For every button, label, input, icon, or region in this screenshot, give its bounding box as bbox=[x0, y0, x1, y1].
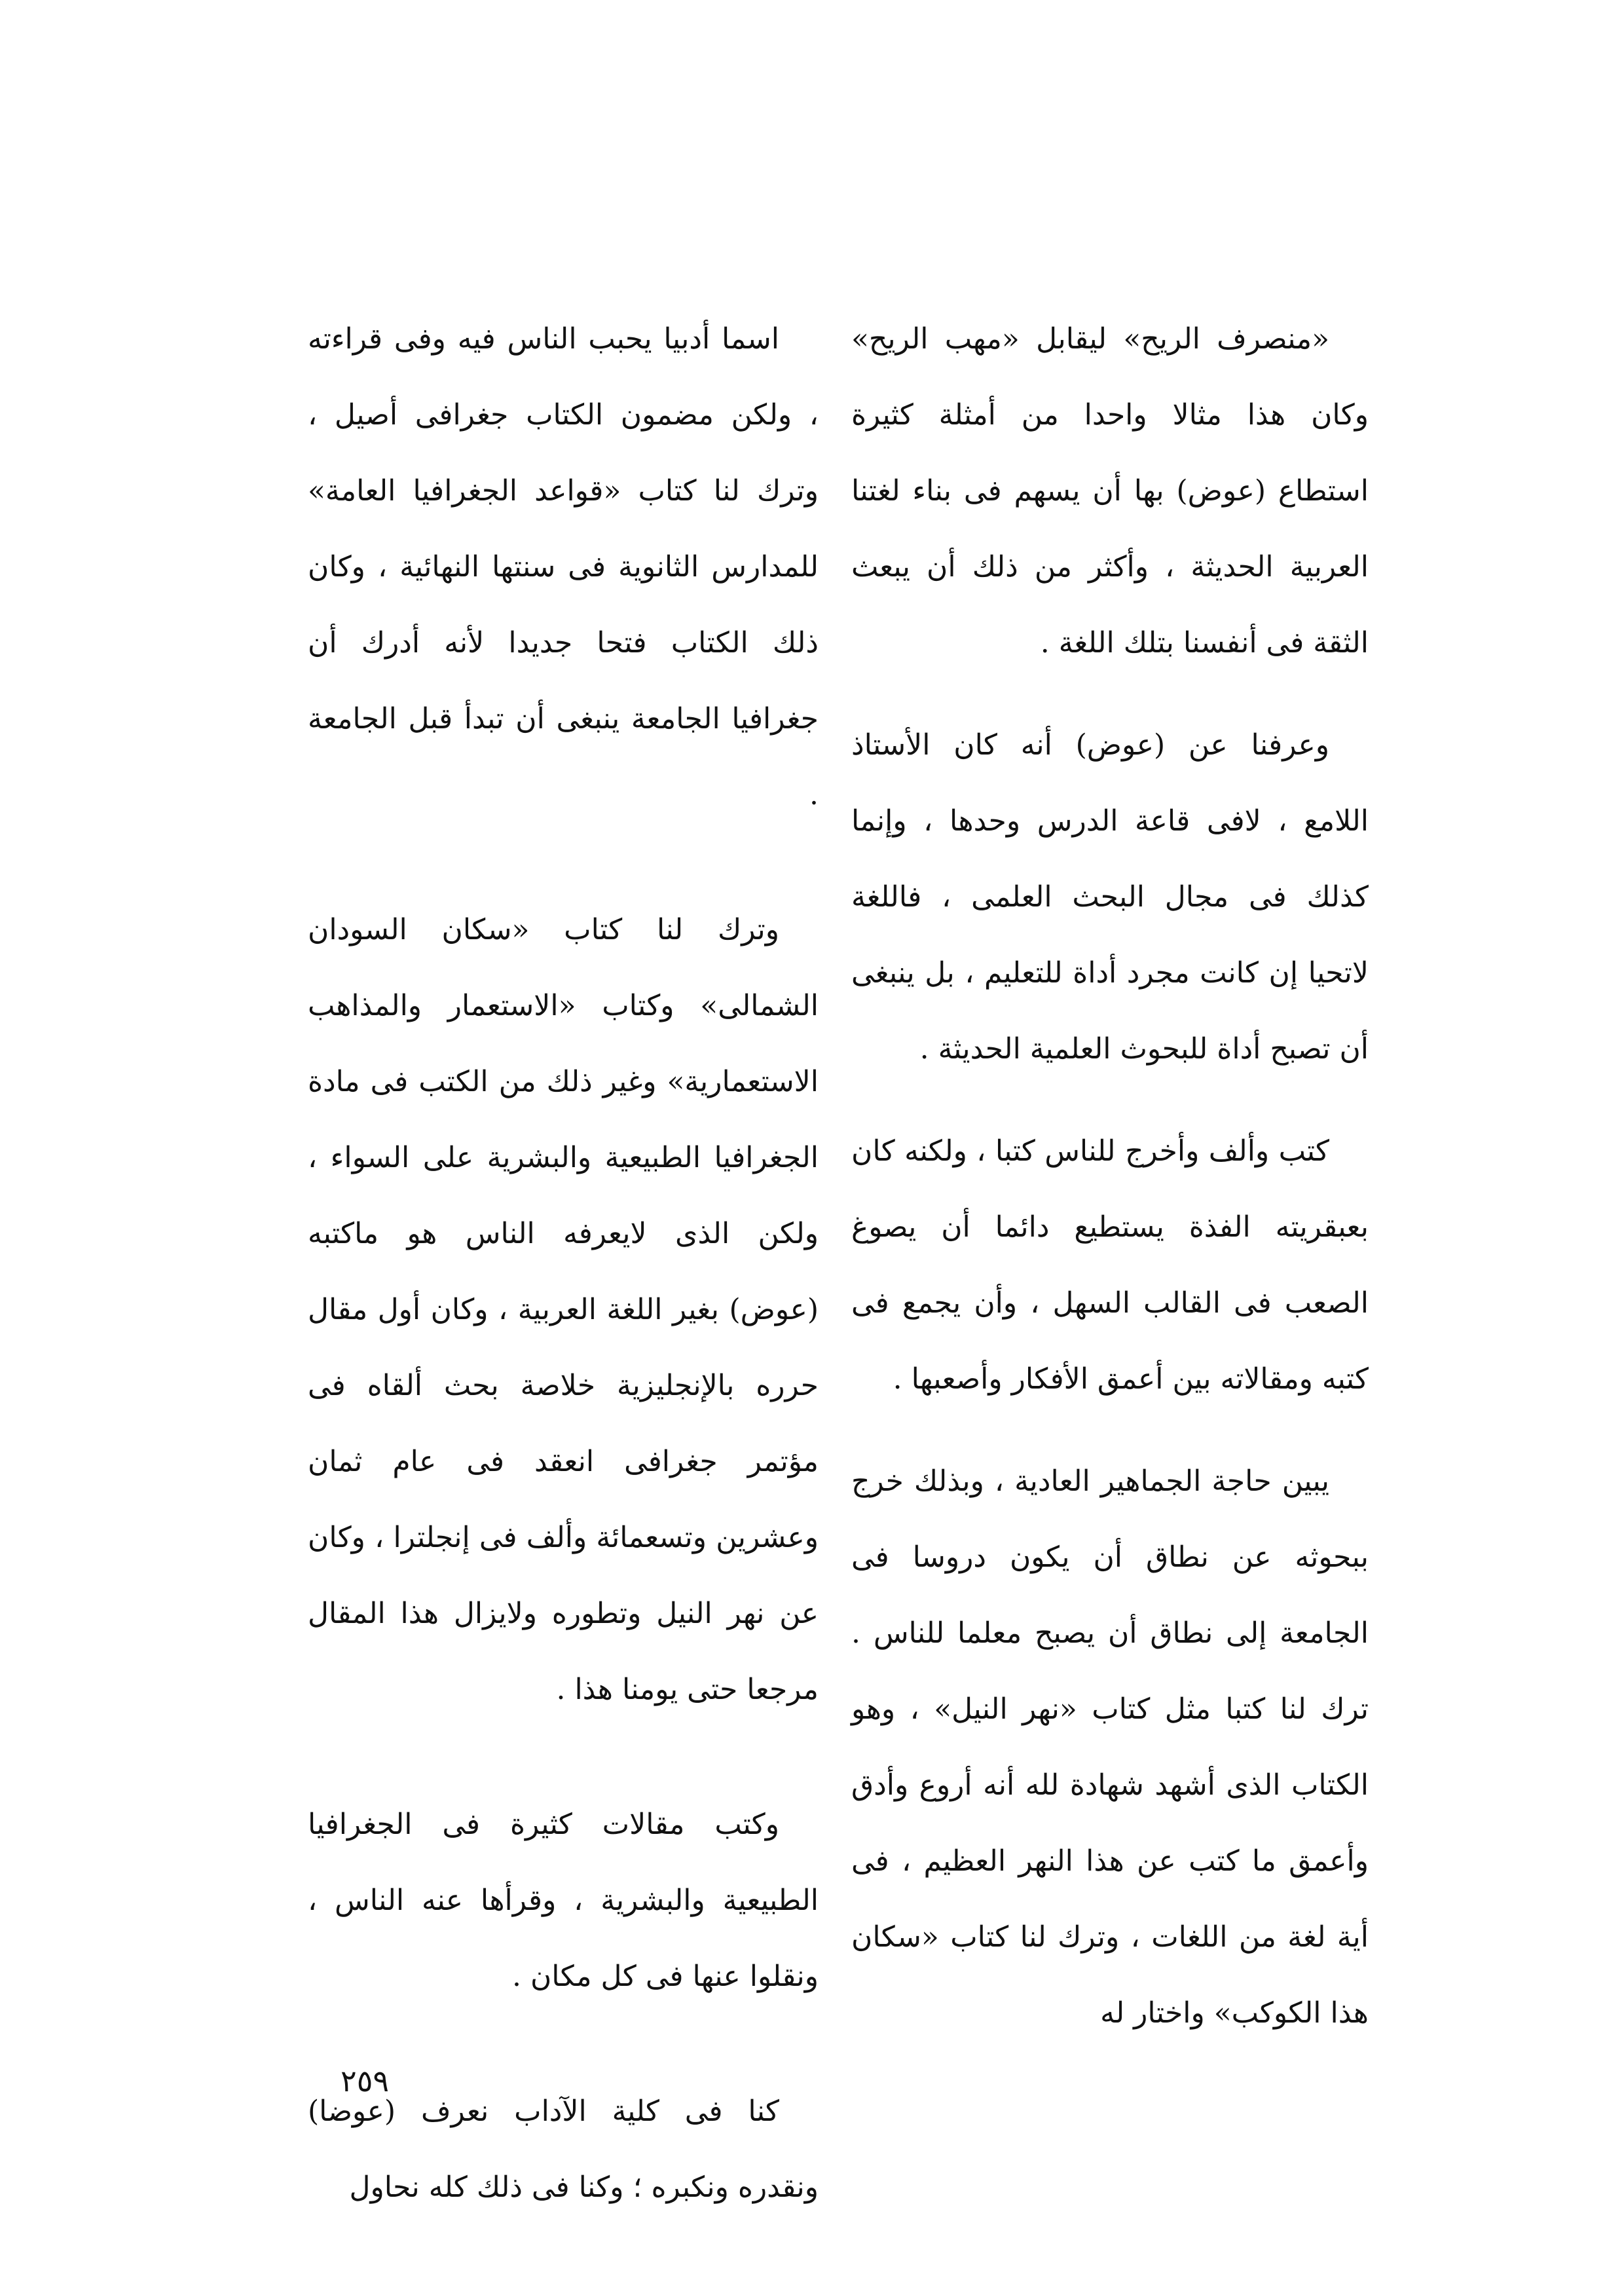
page-number: ٢٥٩ bbox=[341, 2063, 390, 2099]
paragraph: وعرفنا عن (عوض) أنه كان الأستاذ اللامع ، لافى قاعة الدرس وحدها ، وإنما كذلك فى مجال البحث العلمى ، فاللغة لاتحيا إن كانت مجرد أداة للتعليم ، بل ينبغى أن تصبح أداة للبحوث العلمية الحديثة . bbox=[851, 728, 1369, 1066]
paragraph: «منصرف الريح» ليقابل «مهب الريح» وكان هذا مثالا واحدا من أمثلة كثيرة استطاع (عوض) بها أن يسهم فى بناء لغتنا العربية الحديثة ، وأكثر من ذلك أن يبعث الثقة فى أنفسنا بتلك اللغة . bbox=[851, 322, 1369, 660]
paragraph: وكتب مقالات كثيرة فى الجغرافيا الطبيعية والبشرية ، وقرأها عنه الناس ، ونقلوا عنها فى كل مكان . bbox=[308, 1808, 819, 1993]
left-column bbox=[308, 301, 819, 2226]
paragraph: يبين حاجة الجماهير العادية ، وبذلك خرج ببحوثه عن نطاق أن يكون دروسا فى الجامعة إلى نطاق أن يصبح معلما للناس . ترك لنا كتبا مثل كتاب «نهر النيل» ، وهو الكتاب الذى أشهد شهادة لله أنه أروع وأدق وأعمق ما كتب عن هذا النهر العظيم ، فى أية لغة من اللغات ، وترك لنا كتاب «سكان هذا الكوكب» واختار له bbox=[851, 1465, 1369, 2030]
paragraph: كتب وألف وأخرج للناس كتبا ، ولكنه كان بعبقريته الفذة يستطيع دائما أن يصوغ الصعب فى القالب السهل ، وأن يجمع فى كتبه ومقالاته بين أعمق الأفكار وأصعبها . bbox=[851, 1134, 1369, 1396]
paragraph: وترك لنا كتاب «سكان السودان الشمالى» وكتاب «الاستعمار والمذاهب الاستعمارية» وغير ذلك من الكتب فى مادة الجغرافيا الطبيعية والبشرية على السواء ، ولكن الذى لايعرفه الناس هو ماكتبه (عوض) بغير اللغة العربية ، وكان أول مقال حرره بالإنجليزية خلاصة بحث ألقاه فى مؤتمر جغرافى انعقد فى عام ثمان وعشرين وتسعمائة وألف فى إنجلترا ، وكان عن نهر النيل وتطوره ولايزال هذا المقال مرجعا حتى يومنا هذا . bbox=[308, 913, 819, 1706]
right-column bbox=[851, 301, 1369, 2051]
paragraph: اسما أدبيا يحبب الناس فيه وفى قراءته ، ولكن مضمون الكتاب جغرافى أصيل ، وترك لنا كتاب «قواعد الجغرافيا العامة» للمدارس الثانوية فى سنتها النهائية ، وكان ذلك الكتاب فتحا جديدا لأنه أدرك أن جغرافيا الجامعة ينبغى أن تبدأ قبل الجامعة . bbox=[308, 322, 819, 812]
paragraph: كنا فى كلية الآداب نعرف (عوضا) ونقدره ونكبره ؛ وكنا فى ذلك كله نحاول bbox=[308, 2095, 819, 2204]
